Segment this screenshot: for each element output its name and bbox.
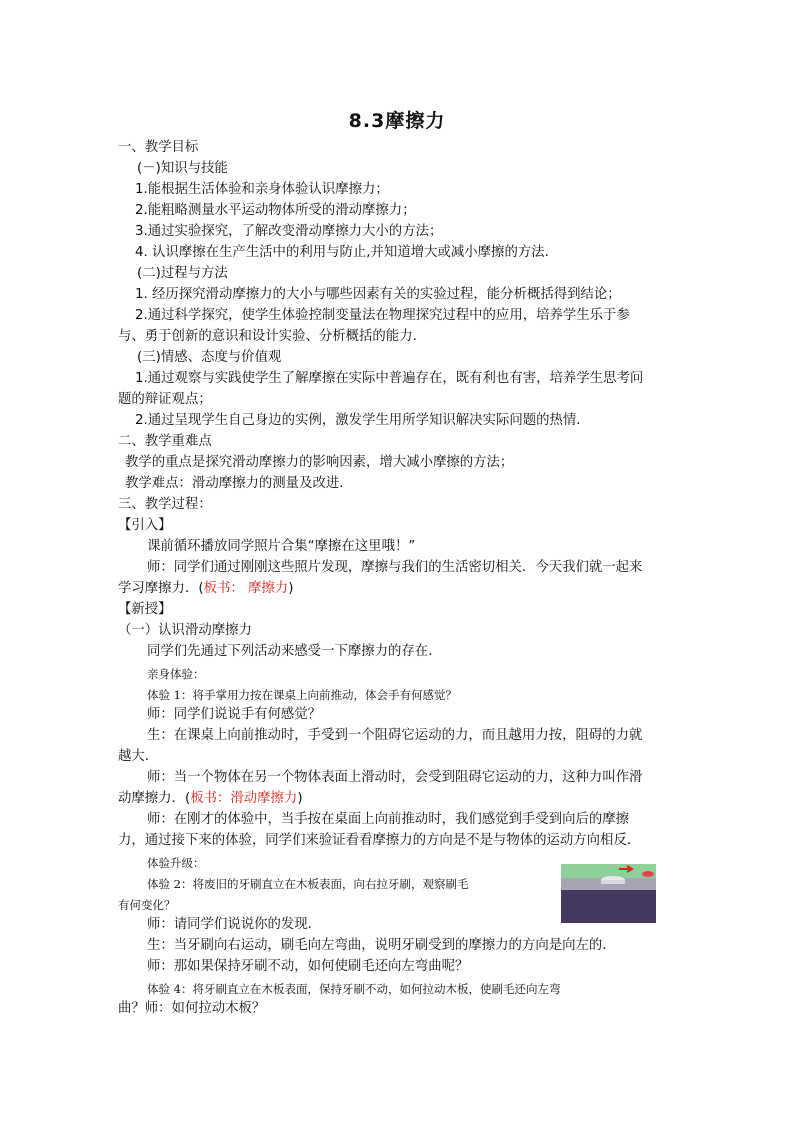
text-line: 2.能粗略测量水平运动物体所受的滑动摩擦力； — [135, 203, 416, 218]
text-line: 2.通过呈现学生自己身边的实例，激发学生用所学知识解决实际问题的热情． — [135, 413, 590, 428]
text-line: 师：请同学们说说你的发现． — [147, 917, 322, 932]
text-line: 曲？师：如何拉动木板？ — [118, 1001, 266, 1016]
text-line: 力，通过接下来的体验，同学们来验证看看摩擦力的方向是不是与物体的运动方向相反． — [118, 833, 641, 848]
text-line: 师：那如果保持牙刷不动，如何使刷毛还向左弯曲呢？ — [147, 959, 469, 974]
text-line: 1.能根据生活体验和亲身体验认识摩擦力； — [135, 182, 389, 197]
text-line: 题的辩证观点； — [118, 392, 212, 407]
text-line-with-note — [118, 789, 303, 809]
text-line: 师：当一个物体在另一个物体表面上滑动时，会受到阻碍它运动的力，这种力叫作滑 — [147, 770, 643, 785]
text-line: 1.通过观察与实践使学生了解摩擦在实际中普遍存在，既有利也有害，培养学生思考问 — [135, 371, 644, 386]
subsection-sliding-friction: （一）认识滑动摩擦力 — [118, 623, 252, 638]
text-line: 与、勇于创新的意识和设计实验、分析概括的能力． — [118, 329, 426, 344]
text-fragment: ) — [297, 791, 303, 806]
page-title: 8.3摩擦力 — [348, 110, 446, 132]
text-fragment: 动摩擦力．( — [118, 791, 191, 806]
toothbrush-on-board-photo — [561, 864, 656, 923]
text-line-small: 有何变化？ — [118, 898, 176, 912]
bracket-heading-intro: 【引入】 — [118, 518, 172, 533]
text-line: 教学的重点是探究滑动摩擦力的影响因素，增大减小摩擦的方法； — [125, 455, 514, 470]
section-heading-process: 三、教学过程： — [118, 497, 212, 512]
subsection-knowledge: (－)知识与技能 — [137, 161, 228, 176]
section-heading-key-points: 二、教学重难点 — [118, 434, 212, 449]
text-fragment: ) — [288, 581, 294, 596]
text-line: 同学们先通过下列活动来感受一下摩擦力的存在． — [147, 644, 442, 659]
text-line-small: 亲身体验： — [147, 667, 205, 681]
text-line-small: 体验 4：将牙刷直立在木板表面，保持牙刷不动，如何拉动木板，使刷毛还向左弯 — [147, 982, 561, 996]
bracket-heading-new: 【新授】 — [118, 602, 172, 617]
text-line-small: 体验升级： — [147, 856, 205, 870]
text-line-with-note — [118, 579, 293, 599]
text-line: 教学难点：滑动摩擦力的测量及改进． — [125, 476, 353, 491]
subsection-process: (二)过程与方法 — [137, 266, 228, 281]
text-line-small: 体验 2：将废旧的牙刷直立在木板表面，向右拉牙刷，观察刷毛 — [147, 877, 469, 891]
text-line: 4. 认识摩擦在生产生活中的利用与防止,并知道增大或减小摩擦的方法． — [135, 245, 559, 260]
text-line: 2.通过科学探究，使学生体验控制变量法在物理探究过程中的应用，培养学生乐于参 — [135, 308, 630, 323]
text-line: 师：同学们说说手有何感觉？ — [147, 707, 322, 722]
text-line: 课前循环播放同学照片合集“摩擦在这里哦！” — [147, 539, 416, 554]
subsection-attitude: (三)情感、态度与价值观 — [137, 350, 282, 365]
text-line: 3.通过实验探究，了解改变滑动摩擦力大小的方法； — [135, 224, 443, 239]
text-line: 生：在课桌上向前推动时，手受到一个阻碍它运动的力，而且越用力按，阻碍的力就 — [147, 728, 643, 743]
text-line: 师：同学们通过刚刚这些照片发现，摩擦与我们的生活密切相关．今天我们就一起来 — [147, 560, 643, 575]
section-heading-objectives: 一、教学目标 — [118, 140, 199, 155]
text-line-small: 体验 1：将手掌用力按在课桌上向前推动，体会手有何感觉？ — [147, 688, 457, 702]
board-note: 板书： 摩擦力 — [203, 581, 289, 596]
text-line: 师：在刚才的体验中，当手按在桌面上向前推动时，我们感觉到手受到向后的摩擦 — [147, 812, 630, 827]
text-line: 1. 经历探究滑动摩擦力的大小与哪些因素有关的实验过程，能分析概括得到结论； — [135, 287, 621, 302]
text-line: 生：当牙刷向右运动，刷毛向左弯曲，说明牙刷受到的摩擦力的方向是向左的． — [147, 938, 616, 953]
text-line: 越大． — [118, 749, 159, 764]
text-fragment: 学习摩擦力．( — [118, 581, 204, 596]
board-note: 板书：滑动摩擦力 — [190, 791, 298, 806]
